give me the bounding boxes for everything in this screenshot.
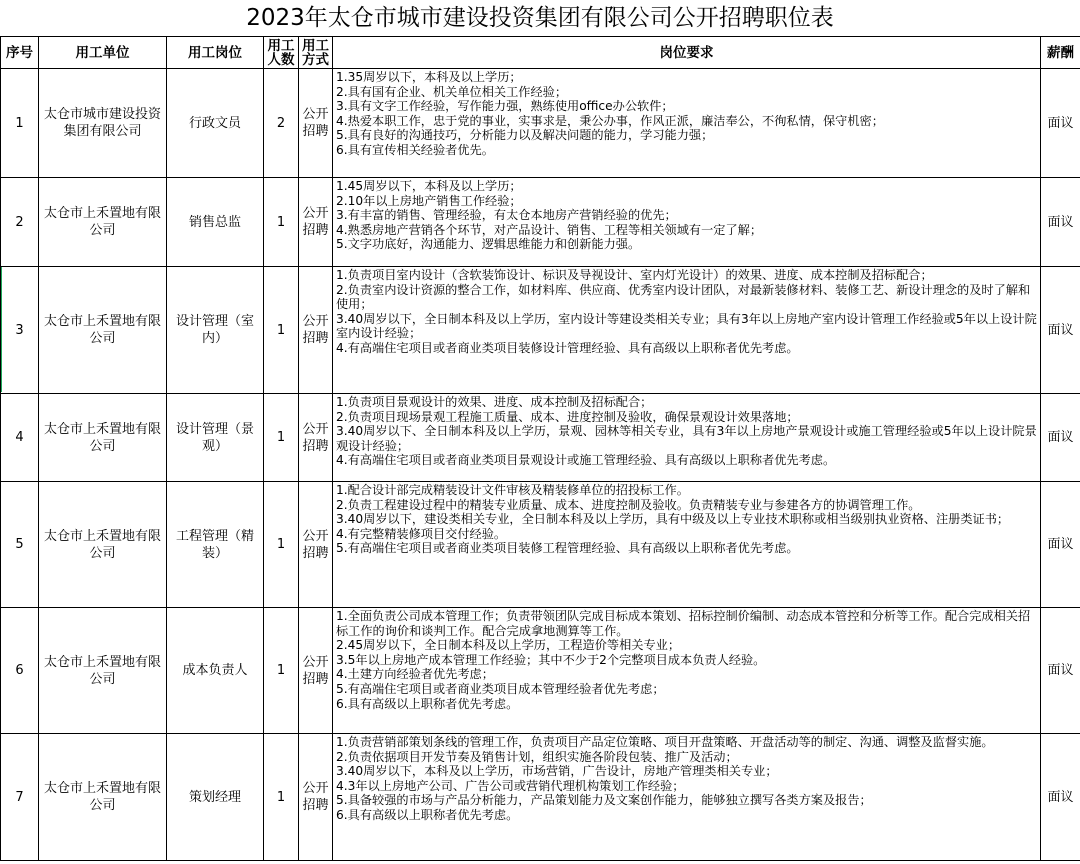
requirement-line: 2.负责依据项目开发节奏及销售计划，组织实施各阶段包装、推广及活动； bbox=[336, 749, 738, 764]
cell-position[interactable]: 工程管理（精装） bbox=[167, 482, 264, 608]
cell-count[interactable]: 1 bbox=[264, 608, 299, 734]
requirement-line: 4.有完整精装修项目交付经验。 bbox=[336, 526, 507, 541]
cell-unit[interactable]: 太仓市上禾置地有限公司 bbox=[39, 267, 167, 394]
cell-salary[interactable]: 面议 bbox=[1041, 608, 1080, 734]
table-row bbox=[1, 394, 1080, 482]
cell-unit[interactable]: 太仓市上禾置地有限公司 bbox=[39, 178, 167, 267]
cell-requirements[interactable] bbox=[333, 734, 1041, 861]
table-row bbox=[1, 178, 1080, 267]
table-row bbox=[1, 482, 1080, 608]
cell-method[interactable]: 公开招聘 bbox=[299, 394, 333, 482]
cell-requirements[interactable] bbox=[333, 482, 1041, 608]
requirement-line: 1.负责营销部策划条线的管理工作，负责项目产品定位策略、项目开盘策略、开盘活动等的制定、沟通、调整及监督实施。 bbox=[336, 735, 994, 749]
cell-seq[interactable]: 6 bbox=[1, 608, 39, 734]
cell-unit[interactable]: 太仓市城市建设投资集团有限公司 bbox=[39, 69, 167, 178]
cell-position[interactable]: 策划经理 bbox=[167, 734, 264, 861]
requirement-line: 5.有高端住宅项目或者商业类项目成本管理经验者优先考虑； bbox=[336, 681, 665, 696]
cell-seq[interactable]: 3 bbox=[1, 267, 39, 394]
cell-seq[interactable]: 5 bbox=[1, 482, 39, 608]
cell-requirements[interactable] bbox=[333, 178, 1041, 267]
header-row bbox=[1, 37, 1080, 69]
job-table bbox=[0, 36, 1080, 861]
requirement-line: 6.具有高级以上职称者优先考虑。 bbox=[336, 807, 519, 822]
requirement-line: 2.负责项目现场景观工程施工质量、成本、进度控制及验收，确保景观设计效果落地； bbox=[336, 409, 799, 424]
cell-position[interactable]: 成本负责人 bbox=[167, 608, 264, 734]
requirement-line: 4.土建方向经验者优先考虑； bbox=[336, 667, 494, 682]
header-count: 用工人数 bbox=[264, 37, 299, 69]
cell-position[interactable]: 设计管理（景观） bbox=[167, 394, 264, 482]
cell-salary[interactable]: 面议 bbox=[1041, 178, 1080, 267]
cell-salary[interactable]: 面议 bbox=[1041, 734, 1080, 861]
page-title: 2023年太仓市城市建设投资集团有限公司公开招聘职位表 bbox=[0, 0, 1080, 37]
requirement-line: 4.有高端住宅项目或者商业类项目景观设计或施工管理经验、具有高级以上职称者优先考虑。 bbox=[336, 453, 836, 468]
requirement-line: 1.45周岁以下，本科及以上学历； bbox=[336, 179, 522, 193]
cell-salary[interactable]: 面议 bbox=[1041, 267, 1080, 394]
requirement-line: 5.具有良好的沟通技巧，分析能力以及解决问题的能力，学习能力强； bbox=[336, 128, 714, 143]
cell-unit[interactable]: 太仓市上禾置地有限公司 bbox=[39, 394, 167, 482]
requirement-line: 1.全面负责公司成本管理工作；负责带领团队完成目标成本策划、招标控制价编制、动态成本管控和分析等工作。配合完成相关招标工作的询价和谈判工作。配合完成拿地测算等工作。 bbox=[336, 609, 1031, 638]
cell-requirements[interactable] bbox=[333, 267, 1041, 394]
table-row bbox=[1, 608, 1080, 734]
header-position: 用工岗位 bbox=[167, 37, 264, 69]
requirement-line: 4.热爱本职工作，忠于党的事业，实事求是，秉公办事，作风正派，廉洁奉公，不徇私情，保守机密； bbox=[336, 113, 884, 128]
cell-count[interactable]: 1 bbox=[264, 482, 299, 608]
cell-salary[interactable]: 面议 bbox=[1041, 482, 1080, 608]
cell-seq[interactable]: 7 bbox=[1, 734, 39, 861]
requirement-line: 3.40周岁以下，本科及以上学历，市场营销，广告设计，房地产管理类相关专业； bbox=[336, 764, 778, 779]
requirement-line: 3.具有文字工作经验，写作能力强，熟练使用office办公软件； bbox=[336, 99, 674, 114]
cell-unit[interactable]: 太仓市上禾置地有限公司 bbox=[39, 734, 167, 861]
cell-method[interactable]: 公开招聘 bbox=[299, 267, 333, 394]
requirement-line: 3.40周岁以下，建设类相关专业，全日制本科及以上学历，具有中级及以上专业技术职称或相当级别执业资格、注册类证书； bbox=[336, 512, 1010, 527]
requirement-line: 1.配合设计部完成精装设计文件审核及精装修单位的招投标工作。 bbox=[336, 483, 689, 497]
cell-salary[interactable]: 面议 bbox=[1041, 69, 1080, 178]
cell-seq[interactable]: 1 bbox=[1, 69, 39, 178]
requirement-line: 3.40周岁以下，全日制本科及以上学历，室内设计等建设类相关专业；具有3年以上房地产室内设计管理工作经验或5年以上设计院室内设计经验； bbox=[336, 311, 1037, 341]
requirement-line: 4.有高端住宅项目或者商业类项目装修设计管理经验、具有高级以上职称者优先考虑。 bbox=[336, 340, 799, 355]
cell-requirements[interactable] bbox=[333, 69, 1041, 178]
header-unit: 用工单位 bbox=[39, 37, 167, 69]
cell-seq[interactable]: 2 bbox=[1, 178, 39, 267]
requirement-line: 5.具备较强的市场与产品分析能力，产品策划能力及文案创作能力，能够独立撰写各类方案及报告； bbox=[336, 793, 872, 808]
cell-method[interactable]: 公开招聘 bbox=[299, 734, 333, 861]
cell-unit[interactable]: 太仓市上禾置地有限公司 bbox=[39, 608, 167, 734]
header-requirements: 岗位要求 bbox=[333, 37, 1041, 69]
cell-method[interactable]: 公开招聘 bbox=[299, 178, 333, 267]
requirement-line: 5.有高端住宅项目或者商业类项目装修工程管理经验、具有高级以上职称者优先考虑。 bbox=[336, 541, 799, 556]
requirement-line: 2.10年以上房地产销售工作经验； bbox=[336, 193, 522, 208]
table-row bbox=[1, 734, 1080, 861]
header-method: 用工方式 bbox=[299, 37, 333, 69]
cell-salary[interactable]: 面议 bbox=[1041, 394, 1080, 482]
requirement-line: 3.有丰富的销售、管理经验，有太仓本地房产营销经验的优先； bbox=[336, 208, 677, 223]
header-seq: 序号 bbox=[1, 37, 39, 69]
requirement-line: 4.熟悉房地产营销各个环节，对产品设计、销售、工程等相关领域有一定了解； bbox=[336, 222, 763, 237]
cell-position[interactable]: 设计管理（室内） bbox=[167, 267, 264, 394]
cell-requirements[interactable] bbox=[333, 394, 1041, 482]
cell-requirements[interactable] bbox=[333, 608, 1041, 734]
cell-count[interactable]: 1 bbox=[264, 734, 299, 861]
requirement-line: 6.具有高级以上职称者优先考虑。 bbox=[336, 696, 519, 711]
cell-seq[interactable]: 4 bbox=[1, 394, 39, 482]
cell-method[interactable]: 公开招聘 bbox=[299, 482, 333, 608]
requirement-line: 5.文字功底好，沟通能力、逻辑思维能力和创新能力强。 bbox=[336, 237, 641, 252]
requirement-line: 3.40周岁以下、全日制本科及以上学历，景观、园林等相关专业，具有3年以上房地产景观设计或施工管理经验或5年以上设计院景观设计经验； bbox=[336, 424, 1037, 453]
requirement-line: 4.3年以上房地产公司、广告公司或营销代理机构策划工作经验； bbox=[336, 778, 685, 793]
requirement-line: 2.负责工程建设过程中的精装专业质量、成本、进度控制及验收。负责精装专业与参建各方的协调管理工作。 bbox=[336, 497, 921, 512]
cell-position[interactable]: 行政文员 bbox=[167, 69, 264, 178]
cell-position[interactable]: 销售总监 bbox=[167, 178, 264, 267]
requirement-line: 2.负责室内设计资源的整合工作，如材料库、供应商、优秀室内设计团队，对最新装修材料、装修工艺、新设计理念的及时了解和使用； bbox=[336, 282, 1031, 312]
cell-count[interactable]: 1 bbox=[264, 394, 299, 482]
requirement-line: 1.负责项目景观设计的效果、进度、成本控制及招标配合； bbox=[336, 395, 653, 409]
table-row bbox=[1, 267, 1080, 394]
table-row bbox=[1, 69, 1080, 178]
requirement-line: 3.5年以上房地产成本管理工作经验；其中不少于2个完整项目成本负责人经验。 bbox=[336, 652, 766, 667]
cell-count[interactable]: 1 bbox=[264, 178, 299, 267]
cell-method[interactable]: 公开招聘 bbox=[299, 608, 333, 734]
cell-unit[interactable]: 太仓市上禾置地有限公司 bbox=[39, 482, 167, 608]
requirement-line: 1.35周岁以下，本科及以上学历； bbox=[336, 70, 522, 84]
cell-count[interactable]: 2 bbox=[264, 69, 299, 178]
requirement-line: 6.具有宣传相关经验者优先。 bbox=[336, 142, 494, 157]
cell-method[interactable]: 公开招聘 bbox=[299, 69, 333, 178]
cell-count[interactable]: 1 bbox=[264, 267, 299, 394]
header-salary: 薪酬 bbox=[1041, 37, 1080, 69]
requirement-line: 2.45周岁以下，全日制本科及以上学历，工程造价等相关专业； bbox=[336, 638, 681, 653]
requirement-line: 2.具有国有企业、机关单位相关工作经验； bbox=[336, 84, 568, 99]
requirement-line: 1.负责项目室内设计（含软装饰设计、标识及导视设计、室内灯光设计）的效果、进度、成本控制及招标配合； bbox=[336, 268, 933, 282]
